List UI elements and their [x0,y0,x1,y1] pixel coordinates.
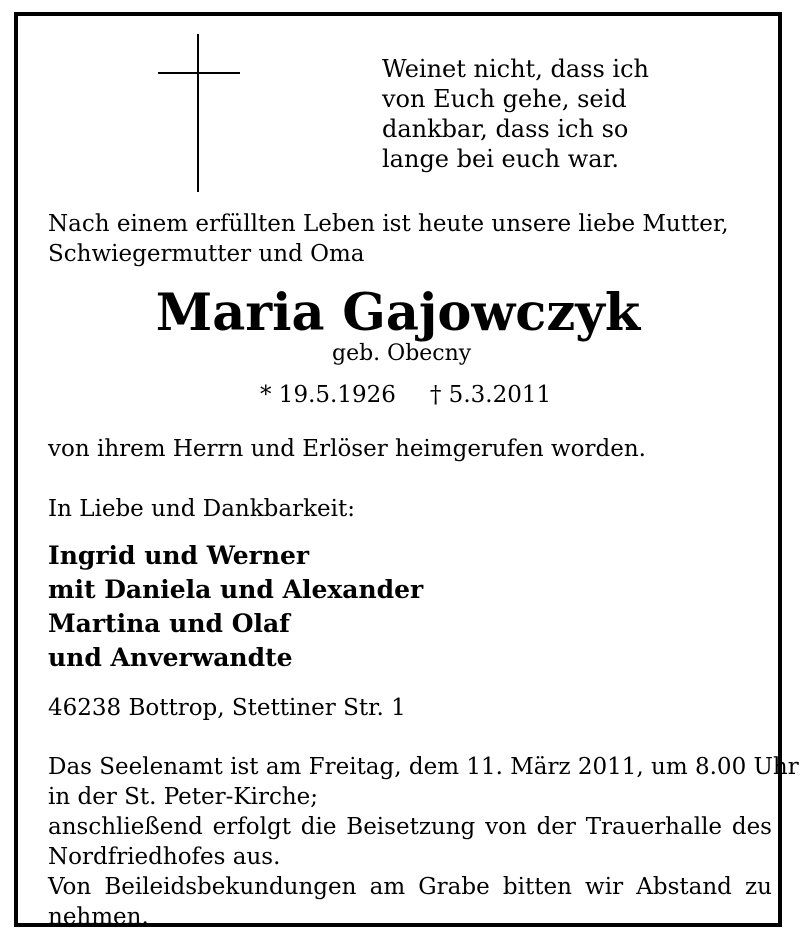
dedication-text: In Liebe und Dankbarkeit: [48,496,355,522]
deceased-name: Maria Gajowczyk [155,283,641,343]
mourner-line: und Anverwandte [48,643,293,672]
service-line: Von Beileidsbekundungen am Grabe bitten wir Abstand zu [48,874,772,900]
verse-line: dankbar, dass ich so [382,115,629,143]
service-line: nehmen. [48,904,149,930]
called-home-text: von ihrem Herrn und Erlöser heimgerufen worden. [48,436,646,462]
service-info [48,752,799,932]
service-line: Nordfriedhofes aus. [48,844,281,870]
bible-verse [382,54,649,174]
verse-line: lange bei euch war. [382,145,620,173]
maiden-name: geb. Obecny [332,341,472,366]
service-line: in der St. Peter-Kirche; [48,784,319,810]
verse-line: von Euch gehe, seid [382,85,627,113]
mourner-line: mit Daniela und Alexander [48,575,424,604]
verse-line: Weinet nicht, dass ich [382,55,649,83]
intro-text [48,209,729,269]
mourner-line: Martina und Olaf [48,609,290,638]
service-line: Das Seelenamt ist am Freitag, dem 11. März 2011, um 8.00 Uhr [48,754,799,780]
service-line: anschließend erfolgt die Beisetzung von der Trauerhalle des [48,814,772,840]
mourner-line: Ingrid und Werner [48,541,310,570]
obituary-notice [14,12,799,930]
death-date: † 5.3.2011 [429,382,552,408]
intro-line: Nach einem erfüllten Leben ist heute unsere liebe Mutter, [48,211,729,237]
intro-line: Schwiegermutter und Oma [48,241,365,267]
family-address: 46238 Bottrop, Stettiner Str. 1 [48,695,406,721]
life-dates [260,380,551,410]
cross-icon [158,34,240,192]
mourners-list [48,539,423,675]
birth-date: * 19.5.1926 [260,382,396,408]
